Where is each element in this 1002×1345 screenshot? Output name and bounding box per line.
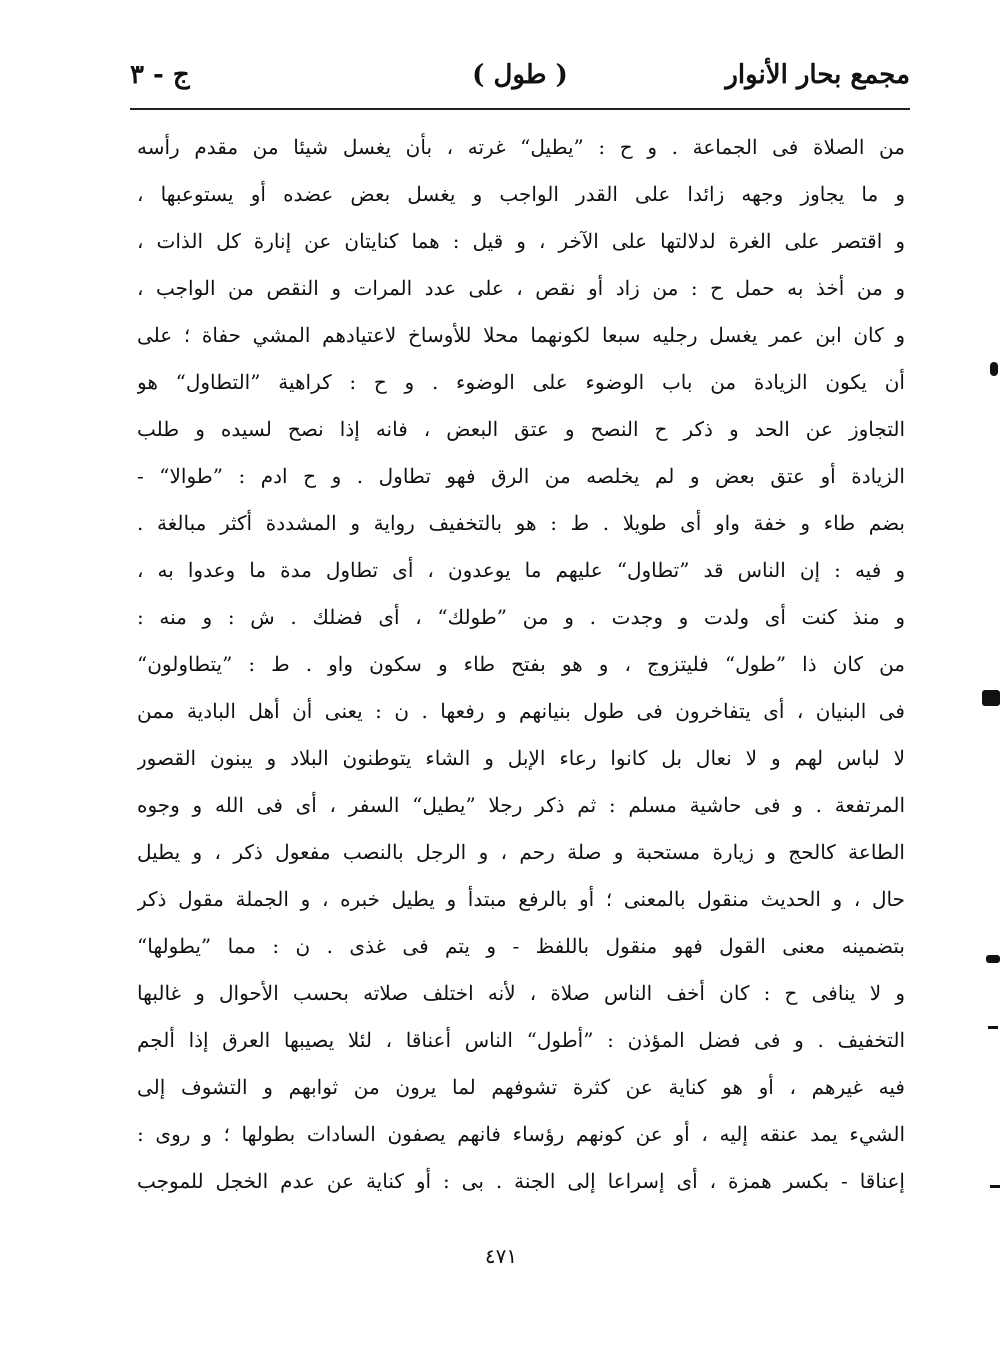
scan-mark-5 [990,1185,1000,1188]
text-line-6: أن يكون الزيادة من باب الوضوء على الوضوء . و ح : كراهية ”التطاول“ هو [137,370,905,394]
text-line-20: التخفيف . و فى فضل المؤذن : ”أطول“ الناس أعناقا ، لئلا يصيبها العرق إذا ألجم [137,1028,905,1052]
book-title: مجمع بحار الأنوار [725,60,910,90]
text-line-2: و ما يجاوز وجهه زائدا على القدر الواجب و يغسل بعض عضده أو يستوعبها ، [137,182,905,206]
text-line-10: و فيه : إن الناس قد ”تطاول“ عليهم ما يوعدون ، أى تطاول مدة ما وعدوا به ، [137,558,905,582]
text-line-13: فى البنيان ، أى يتفاخرون فى طول بنيانهم و رفعها . ن : يعنى أن أهل البادية ممن [137,699,905,723]
main-text [137,124,905,1205]
text-line-3: و اقتصر على الغرة لدلالتها على الآخر ، و قيل : هما كنايتان عن إنارة كل الذات ، [137,229,905,253]
text-line-15: المرتفعة . و فى حاشية مسلم : ثم ذكر رجلا ”يطيل“ السفر ، أى فى الله و وجوه [137,793,905,817]
text-line-17: حال ، و الحديث منقول بالمعنى ؛ أو بالرفع مبتدأ و يطيل خبره ، و الجملة مقول ذكر [137,887,905,911]
scan-mark-3 [986,955,1000,963]
text-line-5: و كان ابن عمر يغسل رجليه سبعا لكونهما محلا للأوساخ لاعتيادهم المشي حفاة ؛ على [137,323,905,347]
page-header [130,52,910,102]
text-line-8: الزيادة أو عتق بعض و لم يخلصه من الرق فهو تطاول . و ح ادم : ”طوالا“ - [137,464,905,488]
volume-label: ج - ٣ [130,60,190,90]
text-line-9: بضم طاء و خفة واو أى طويلا . ط : هو بالتخفيف رواية و المشددة أكثر مبالغة . [137,511,905,535]
page-number: ٤٧١ [484,1244,518,1268]
header-divider [130,108,910,110]
scan-mark-2 [982,690,1000,706]
text-line-18: بتضمينه معنى القول فهو منقول باللفظ - و يتم فى غذى . ن : مما ”يطولها“ [137,934,905,958]
text-line-19: و لا ينافى ح : كان أخف الناس صلاة ، لأنه اختلف صلاته بحسب الأحوال و غالبها [137,981,905,1005]
text-line-12: من كان ذا ”طول“ فليتزوج ، و هو بفتح طاء و سكون واو . ط : ”يتطاولون“ [137,652,905,676]
text-line-4: و من أخذ به حمل ح : من زاد أو نقص ، على عدد المرات و النقص من الواجب ، [137,276,905,300]
text-line-1: من الصلاة فى الجماعة . و ح : ”يطيل“ غرته ، بأن يغسل شيئا من مقدم رأسه [137,135,905,159]
text-line-22: الشيء يمد عنقه إليه ، أو عن كونهم رؤساء فانهم يصفون السادات بطولها ؛ و روى : [137,1122,905,1146]
scan-mark-1 [990,362,998,376]
scan-mark-4 [988,1026,998,1029]
text-line-14: لا لباس لهم و لا نعال بل كانوا رعاء الإبل و الشاء يتوطنون البلاد و يبنون القصور [137,746,905,770]
root-word-heading: ( طول ) [472,60,568,90]
text-line-16: الطاعة كالحج و زيارة مستحبة و صلة رحم ، و الرجل بالنصب مفعول ذكر ، و يطيل [137,840,905,864]
text-line-21: فيه غيرهم ، أو هو كناية عن كثرة تشوفهم لما يرون من ثوابهم و التشوف إلى [137,1075,905,1099]
text-line-23: إعناقا - بكسر همزة ، أى إسراعا إلى الجنة . بى : أو كناية عن عدم الخجل للموجب [137,1169,905,1193]
text-line-7: التجاوز عن الحد و ذكر ح النصح و عتق البعض ، فانه إذا نصح لسيده و طلب [137,417,905,441]
text-line-11: و منذ كنت أى ولدت و وجدت . و من ”طولك“ ، أى فضلك . ش : و منه : [137,605,905,629]
